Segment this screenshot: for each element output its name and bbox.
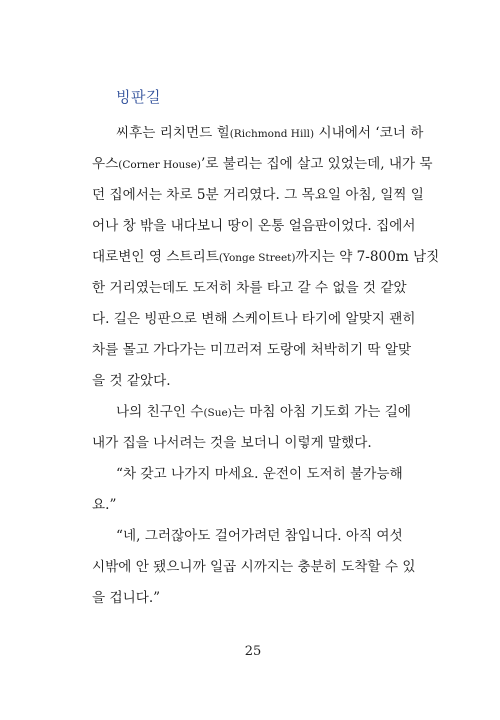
text-line: 씨후는 리치먼드 힐(Richmond Hill) 시내에서 ‘코너 하 — [116, 125, 424, 141]
section-title: 빙판길 — [116, 88, 161, 106]
text-line: 다. 길은 빙판으로 변해 스케이트나 타기에 알맞지 괜히 — [92, 311, 416, 327]
text-line: 대로변인 영 스트리트(Yonge Street)까지는 약 7-800m 남짓 — [92, 249, 440, 265]
text-line: 요.” — [92, 497, 117, 513]
text-line: 한 거리였는데도 도저히 차를 타고 갈 수 없을 것 같았 — [92, 280, 407, 296]
text-line: 을 겁니다.” — [92, 590, 161, 606]
english-annotation: (Yonge Street) — [218, 252, 296, 264]
body-text — [92, 118, 440, 614]
text-line: 나의 친구인 수(Sue)는 마침 아침 기도회 가는 길에 — [116, 404, 411, 420]
english-annotation: (Corner House) — [118, 159, 202, 171]
text-line: 어나 창 밖을 내다보니 땅이 온통 얼음판이었다. 집에서 — [92, 218, 416, 234]
text-line: 시밖에 안 됐으니까 일곱 시까지는 충분히 도착할 수 있 — [92, 559, 416, 575]
text-line: 던 집에서는 차로 5분 거리였다. 그 목요일 아침, 일찍 일 — [92, 187, 424, 203]
text-line: 을 것 같았다. — [92, 373, 171, 389]
text-line: 우스(Corner House)’로 불리는 집에 살고 있었는데, 내가 묵 — [92, 156, 433, 172]
text-line: “차 갖고 나가지 마세요. 운전이 도저히 불가능해 — [116, 466, 403, 482]
english-annotation: (Sue) — [203, 407, 232, 419]
text-line: 내가 집을 나서려는 것을 보더니 이렇게 말했다. — [92, 435, 372, 451]
text-line: 차를 몰고 가다가는 미끄러져 도랑에 처박히기 딱 알맞 — [92, 342, 412, 358]
english-annotation: (Richmond Hill) — [229, 128, 315, 140]
text-line: “네, 그러잖아도 걸어가려던 참입니다. 아직 여섯 — [116, 528, 403, 544]
book-page — [92, 0, 440, 720]
page-number: 25 — [244, 644, 262, 659]
